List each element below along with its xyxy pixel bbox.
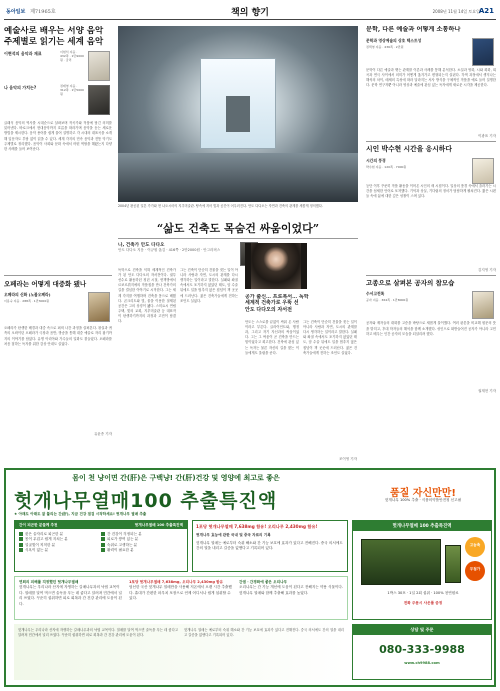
right-column <box>366 26 496 464</box>
literature-reporter: 이광표 기자 <box>477 133 496 138</box>
ad-bottom-mid-title: 1포당 헛개나무열매 7,638mg, 오리나무 2,430mg 함유 <box>129 580 224 584</box>
ad-symptom-item: 간 건강이 걱정되는 분 <box>101 532 183 537</box>
poet-book <box>366 158 496 184</box>
ad-right-sub: 헛개나무 100% 추출 · 식품의약품안전청 신고필 <box>384 498 462 502</box>
feature-book-title: 나, 건축가 안도 다다오 <box>118 243 165 248</box>
literature-book-cover <box>472 38 494 66</box>
ad-bottom-left-body: 헛개나무는 우리나라 산지에 자생하는 갈매나무과의 낙엽 교목이다. 열매를 달여 먹으면 술독을 푸는 데 좋다고 알려져 민간에서 널리 쓰였다. 꾸준히 섭취하면 피로 회복과 간 건강 관리에 도움이 된다. <box>19 585 122 606</box>
confucius-body: 공자와 제자들의 대화를 고증을 바탕으로 새롭게 풀이했다. 여러 판본을 비교해 원문의 뜻을 밝히고, 후대 학자들의 해석을 함께 소개했다. 성인으로 떠받들어진 공자가 아니라 고민하고 배우는 인간 공자의 모습을 되살리려 했다. <box>366 321 496 336</box>
feature-photo <box>118 26 358 202</box>
ad-symptom-list-right <box>101 532 183 554</box>
photo-floor <box>118 153 358 202</box>
feature-quote: “삶도 건축도 목숨건 싸움이었다” <box>156 222 320 235</box>
music-books <box>4 51 112 121</box>
photo-cube <box>226 96 250 131</box>
ad-website[interactable]: www.ch9988.com <box>404 661 440 665</box>
music-book-2-title: 나 음악의 가치는? <box>4 85 37 91</box>
confucius-book-title: 수서고전록 <box>366 291 385 297</box>
right-divider-2 <box>366 275 496 276</box>
ad-info-row <box>14 576 348 620</box>
ad-lower-text: 헛개나무는 우리나라 산지에 자생하는 갈매나무과의 낙엽 교목이다. 열매를 달여 먹으면 술독을 푸는 데 좋다고 알려져 민간에서 널리 쓰였다. 꾸준히 섭취하면 피로 회복과 간 건강 관리에 도움이 된다. <box>18 628 178 638</box>
museum-interior-photo <box>118 26 358 202</box>
feature-subhead-a: 공가 출신… 프로복서… 독학 <box>245 294 309 300</box>
confucius-reporter: 권재현 기자 <box>477 389 496 394</box>
music-body-1: 클래식 음악의 역사를 시대순으로 살펴보며 작곡가와 작품에 담긴 의미를 읽어낸다. 바로크에서 현대음악까지 흐름을 따라가며 음악을 듣는 새로운 방법을 제시한다. 음악 용어를 쉽게 풀어 설명하고 각 시대의 대표곡을 소개해 입문자도 부담 없이 읽을 수 있다. 세계 각지의 민속 음악과 전통 악기도 주제별로 정리했다. 음악이 사회와 문화 속에서 어떤 역할을 해왔는지 다양한 사례를 들어 보여준다. <box>4 121 112 151</box>
music-book-1-cover <box>88 51 110 81</box>
ad-promo: 전화 주문시 사은품 증정 <box>403 601 443 605</box>
feature-body-b: 그는 건축이 단순히 건물을 짓는 일이 아니라 사람과 자연, 도시의 관계를 다시 생각하는 일이라고 말한다. 실패와 좌절 속에서도 포기하지 않았던 태도, 암 수술 뒤에도 일을 멈추지 않은 집념이 책 곳곳에 드러난다. 젊은 건축가들에게 전하는 조언도 실었다. <box>180 268 238 303</box>
ad-symptom-item: 피로가 쌓여 있는 분 <box>101 537 183 542</box>
poet-book-meta: 박수현 지음 · 120쪽 · 7000원 <box>366 164 407 169</box>
literature-book <box>366 38 496 68</box>
opera-book-meta: 이용숙 지음 · 288쪽 · 1만3000원 <box>4 299 50 304</box>
feature-body-d: 그는 건축이 단순히 건물을 짓는 일이 아니라 사람과 자연, 도시의 관계를 다시 생각하는 일이라고 말한다. 실패와 좌절 속에서도 포기하지 않았던 태도, 암 수술 뒤에도 일을 멈추지 않은 집념이 책 곳곳에 드러난다. 젊은 건축가들에게 전하는 조언도 실었다. <box>303 320 357 355</box>
ad-center-body: 헛개나무 열매는 예로부터 숙취 해소와 간 기능 보호에 효과가 있다고 전해진다. 중국 의서에도 간의 열을 내리고 갈증을 없앤다고 기록되어 있다. <box>196 540 343 551</box>
ad-box-text: 1박스 30포 · 1일 2회 섭취 · 100% 천연원료 <box>387 591 459 595</box>
ad-center-note: 1포당 헛개나무열매 7,638mg 함유! 오리나무 2,430mg 함유! <box>196 524 318 529</box>
ad-bottom-mid-body: 엄선한 국산 헛개나무 열매만을 사용해 저온에서 오랜 시간 추출했다. 휴대가 간편한 파우치 포장으로 언제 어디서나 쉽게 섭취할 수 있다. <box>129 585 232 601</box>
product-pouch-image <box>445 545 461 583</box>
ad-bottom-right-title: 간염 · 간경화에 좋은 오리나무 <box>239 580 288 584</box>
ad-symptoms-box <box>14 520 188 572</box>
music-headline-2: 주제별로 읽기는 세계 음악 <box>4 36 104 47</box>
music-headline-1: 예술사로 배우는 서양 음악 <box>4 26 104 36</box>
section-title: 책의 향기 <box>231 8 269 18</box>
poet-body: 등단 이후 꾸준히 작품 활동을 이어온 시인의 새 시집이다. 일상의 풍경 속에서 흘러가는 시간을 섬세한 언어로 포착했다. 기억과 상실, 기다림의 정서가 담담하게 펼쳐진다. 짧은 시편들 속에 삶에 대한 깊은 성찰이 스며 있다. <box>366 183 496 198</box>
ad-product-box <box>352 520 492 620</box>
feature-subhead-b: 세계적 건축가로 우뚝 선 <box>245 300 299 307</box>
ad-contact <box>352 624 492 680</box>
ad-info-left <box>19 580 123 607</box>
ad-symptom-lists <box>15 529 187 557</box>
feature-subhead-c: 안도 다다오의 자서전 <box>245 306 292 313</box>
poet-book-cover <box>472 158 494 184</box>
ad-info-mid <box>129 580 233 602</box>
issue-date: 2008년 11월 14일 토요일 <box>432 9 480 14</box>
ad-symptom-item: 숙취로 고생하는 분 <box>101 543 183 548</box>
ad-symptoms-header <box>15 521 187 529</box>
literature-book-title: 문학과 영상예술의 상호 텍스트성 <box>366 37 422 43</box>
confucius-headline: 고종으로 살펴본 공자의 참모습 <box>366 279 455 288</box>
ad-bottom-right-body: 오리나무는 간 기능 개선에 도움이 된다고 전해지는 약용 식물이다. 헛개나무 열매와 함께 추출해 효과를 높였다. <box>239 585 344 595</box>
feature-subhead <box>245 294 357 318</box>
ad-right-title: 품질 자신만만! <box>389 488 456 499</box>
ad-title: 헛개나무열매100 추출특진액 <box>14 490 278 512</box>
page-number: A21 <box>478 7 494 15</box>
ad-symptom-item: 몸이 무겁고 쉽게 지치는 분 <box>19 537 101 542</box>
masthead-name: 동아일보 <box>6 9 26 15</box>
opera-book-title: 오페라의 신화 (노블오페라) <box>4 292 51 298</box>
author-portrait <box>251 243 301 289</box>
confucius-book <box>366 291 496 321</box>
feature-quote-divider <box>118 238 358 239</box>
ad-symptom-item: 식욕이 없는 분 <box>19 548 101 553</box>
literature-headline: 문학, 다른 예술과 어떻게 소통하나 <box>366 26 461 33</box>
opera-headline: 오페라는 어떻게 대중화 됐나 <box>4 280 87 289</box>
ad-symptom-list-left <box>19 532 101 554</box>
ad-symptom-item: 활력이 필요한 분 <box>101 548 183 553</box>
page-header <box>4 4 496 20</box>
issue-number: 제71965호 <box>30 9 56 15</box>
ad-consult-label: 상담 및 주문 <box>353 625 491 635</box>
literature-body: 문학이 다른 예술과 맺는 관계를 이론과 사례를 통해 분석한다. 소설과 영화, 시와 회화, 희곡과 연극 사이에서 의미가 어떻게 옮겨가고 변형되는지 살핀다. 각색 과정에서 생겨나는 해석의 차이, 매체의 특성에 따라 달라지는 서사 방식을 구체적인 작품을 예로 들어 설명한다. 문학 연구자뿐 아니라 영상과 예술에 관심 있는 독자에게 새로운 시각을 제공한다. <box>366 67 496 88</box>
music-reporter: 유윤종 기자 <box>93 432 112 437</box>
ad-lower-band <box>14 624 348 680</box>
music-divider <box>4 275 112 276</box>
ad-top-line: 몸이 천 냥이면 간(肝)은 구백냥! 간(肝)건강 및 영양에 최고로 좋은 <box>72 474 280 482</box>
feature-body-c: 안도는 스스로를 끝없이 싸워 온 사람이라고 부른다. 클라이언트와, 행정과, 그리고 자기 자신과의 싸움이었다. 그는 그 싸움이 곧 건축을 만드는 힘이었다고 회고한다. 건축에 관심 있는 독자는 물론 자신의 길을 찾는 이들에게도 울림을 준다. <box>245 320 299 355</box>
ad-badge-2: 무첨가 <box>465 561 485 581</box>
ad-lower-text-2: 헛개나무 열매는 예로부터 숙취 해소와 간 기능 보호에 효과가 있다고 전해진다. 중국 의서에도 간의 열을 내리고 갈증을 없앤다고 기록되어 있다. <box>184 628 344 638</box>
confucius-book-meta: 공자 지음 · 364쪽 · 1만8000원 <box>366 298 409 303</box>
ad-green-label-2: 헛개나무열매 100 추출특진액 <box>134 523 183 527</box>
ad-bottom-left-title: 연회의 피해를 걱정했던 헛개나무열매 <box>19 580 79 584</box>
music-book-2-meta: 권태영 지음 · 312쪽 · 1만5000원 <box>60 84 84 97</box>
ad-symptom-item: 얼굴빛이 칙칙한 분 <box>19 543 101 548</box>
ad-info-right <box>239 580 343 596</box>
music-column <box>4 26 112 464</box>
ad-green-label-1: 간이 피곤한 분들께 추천 <box>19 523 58 527</box>
feature-book-meta: 안도 다다오 지음 · 이규원 옮김 · 416쪽 · 2만2000원 · 안그라픽스 <box>118 248 221 252</box>
ad-center-title: 헛개나무 효능에 관한 국내 및 중국 자료의 기록 <box>196 533 271 538</box>
poet-book-title: 시간의 풍경 <box>366 157 386 163</box>
music-book-1-title: 이현석의 음악과 재료 <box>4 51 42 57</box>
advertisement <box>4 468 496 687</box>
feature-reporter: 조이영 기자 <box>338 457 357 461</box>
right-divider-1 <box>366 141 496 142</box>
feature-body-a: 독학으로 건축을 익혀 세계적인 건축가가 된 안도 다다오의 자서전이다. 권투 선수로 활동하던 청년 시절, 헌책방에서 르코르뷔지에의 작품집을 만나 건축가의 길을 결심한 이야기로 시작한다. 그는 세계 각지를 여행하며 건축을 몸으로 배웠다. 콘크리트와 빛, 물을 이용한 절제된 공간은 그의 상징이 됐다. 스미요시 연립주택, 빛의 교회, 지추미술관 등 대표작이 탄생하기까지의 과정과 고민이 담겼다. <box>118 268 176 324</box>
feature-photo-caption: 2004년 완공된 일본 가가와 현 나오시마의 지추미술관. 땅속에 지어 빛과 공간이 어우러진다. 안도 다다오는 자연과 건축의 관계를 새롭게 정의했다. <box>118 204 323 208</box>
feature-book-info <box>118 242 238 266</box>
opera-body: 오페라가 탄생한 배경과 대중 속으로 퍼져 나간 과정을 살펴본다. 왕실과 귀족의 오락이던 오페라가 극장과 음반, 방송을 통해 대중 예술로 자리 잡기까지의 이야기를 담았다. 유명 아리아와 가수들의 일화도 곁들였다. 오페라를 처음 접하는 독자를 위한 감상 안내도 실었다. <box>4 326 112 346</box>
confucius-book-cover <box>472 291 494 319</box>
opera-book <box>4 292 112 326</box>
music-book-2-cover <box>88 85 110 115</box>
poet-headline: 시인 박수현 시간을 응시하다 <box>366 145 452 154</box>
ad-center-box <box>192 520 348 572</box>
ad-subline: ★ 아래도 아래도 잘 풀리는 간(肝), 지금 건강 점검 시작하세요! 헛개나무 열매 추출 <box>14 512 147 516</box>
poet-reporter: 김지영 기자 <box>477 267 496 272</box>
opera-book-cover <box>88 292 110 322</box>
ad-extract-title: 헛개나무열매 100 추출특진액 <box>353 521 491 531</box>
ad-symptom-item: 잦은 술자리로 피곤한 분 <box>19 532 101 537</box>
music-book-1-meta: 이현석 지음 · 432쪽 · 1만9000원 · 궁리 <box>60 50 84 63</box>
literature-book-meta: 권택영 지음 · 436쪽 · 2만원 <box>366 44 404 49</box>
author-portrait-frame <box>245 243 307 289</box>
ad-phone[interactable]: 080-333-9988 <box>379 643 465 656</box>
ad-badge-1: 고농축 <box>465 537 485 557</box>
product-box-image <box>361 539 441 585</box>
